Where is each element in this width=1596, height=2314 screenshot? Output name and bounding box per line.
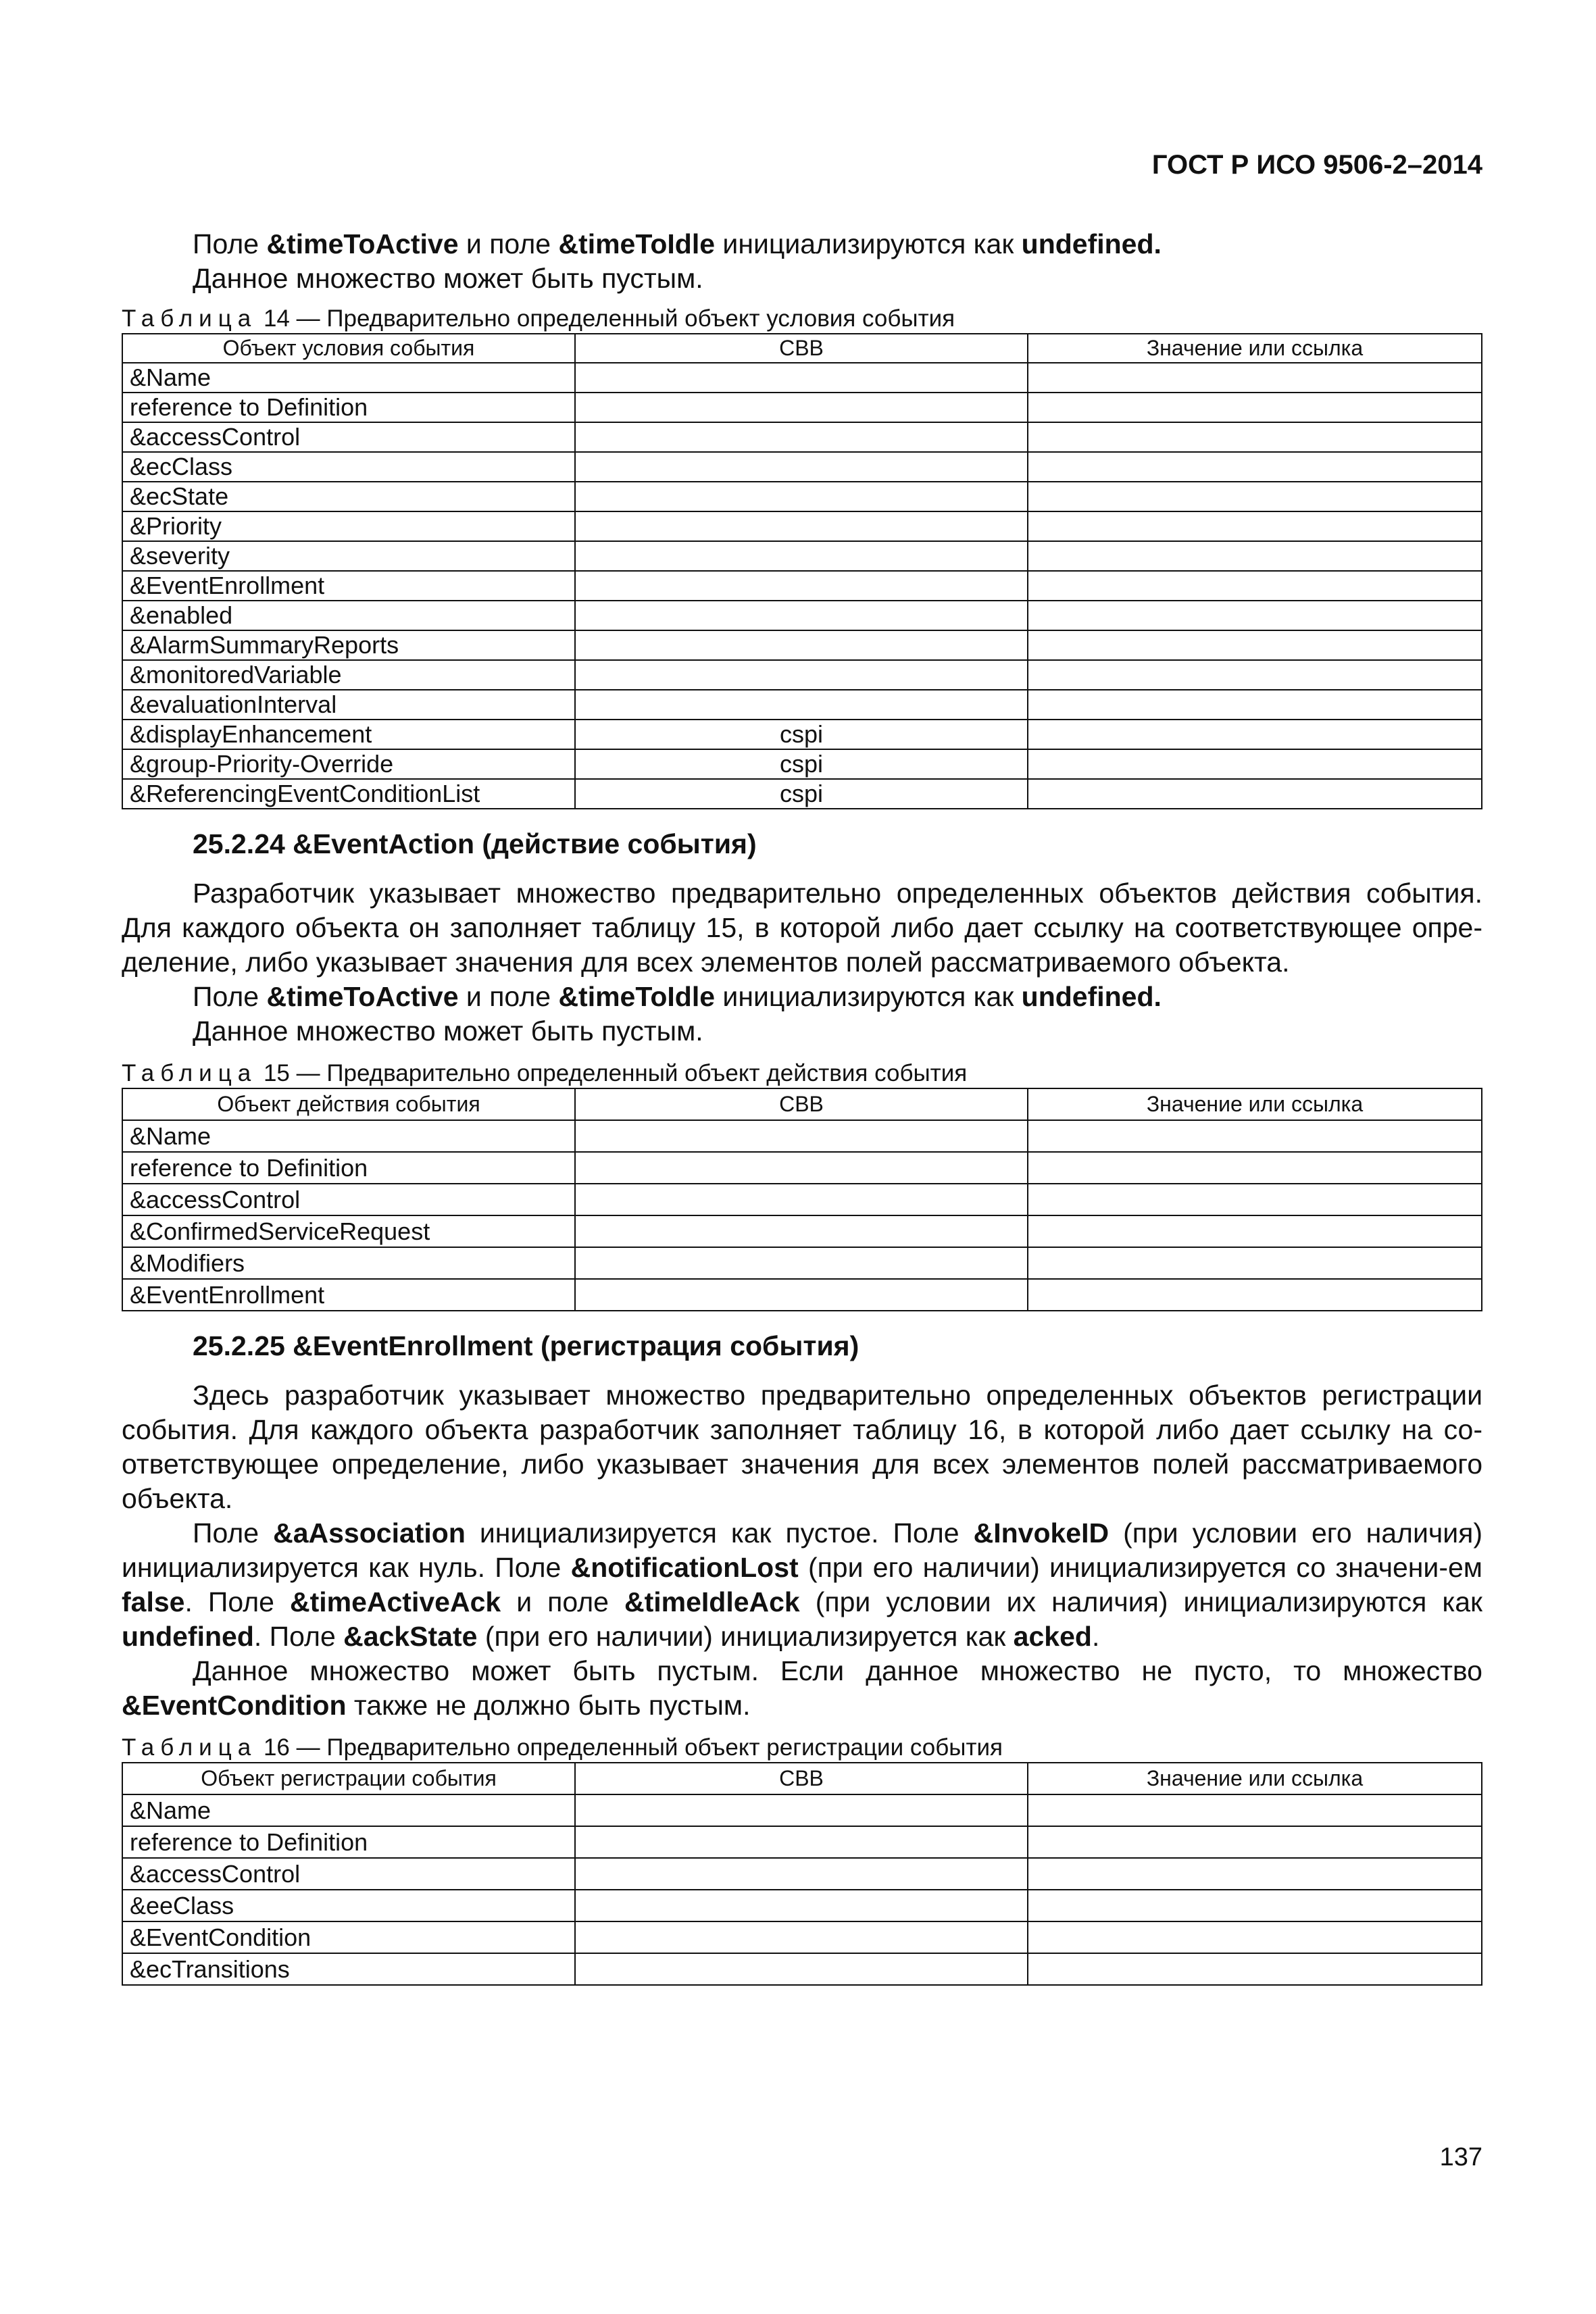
table-cell	[575, 541, 1028, 571]
table-cell	[1028, 1794, 1482, 1826]
bold-term: &EventCondition	[122, 1690, 347, 1721]
table-cell	[575, 601, 1028, 630]
table-header-row	[122, 1763, 1482, 1794]
table-cell	[575, 1890, 1028, 1921]
table-cell: &ecTransitions	[122, 1953, 575, 1985]
table-cell	[575, 1953, 1028, 1985]
bold-term: undefined	[122, 1621, 254, 1652]
table-cell	[575, 1794, 1028, 1826]
table-row	[122, 660, 1482, 690]
column-header: СВВ	[575, 1763, 1028, 1794]
table-cell: &Name	[122, 1794, 575, 1826]
table-cell	[575, 1184, 1028, 1215]
table-row	[122, 1215, 1482, 1247]
table-cell: &evaluationInterval	[122, 690, 575, 720]
table-cell	[575, 630, 1028, 660]
section-25-paragraph-3: Данное множество может быть пустым. Если данное множество не пусто, то множество &EventCondition также не должно быть пустым.	[122, 1655, 1482, 1721]
table-row	[122, 511, 1482, 541]
column-header: СВВ	[575, 1088, 1028, 1120]
table-cell	[1028, 1826, 1482, 1858]
table-cell: &EventEnrollment	[122, 1279, 575, 1311]
caption-text: 15 — Предварительно определенный объект действия события	[257, 1060, 968, 1086]
table-cell	[575, 511, 1028, 541]
table-cell	[1028, 1120, 1482, 1152]
table-cell	[575, 690, 1028, 720]
table-cell: &group-Priority-Override	[122, 749, 575, 779]
table-cell	[1028, 422, 1482, 452]
bold-term: &timeToIdle	[558, 228, 716, 259]
table-row	[122, 363, 1482, 393]
table-cell	[1028, 452, 1482, 482]
table-row	[122, 601, 1482, 630]
table-cell	[575, 1279, 1028, 1311]
table-cell: &ReferencingEventConditionList	[122, 779, 575, 809]
table-cell	[1028, 690, 1482, 720]
bold-term: &ackState	[343, 1621, 478, 1652]
table-cell	[1028, 749, 1482, 779]
table-cell	[1028, 1215, 1482, 1247]
table-row	[122, 1794, 1482, 1826]
table-cell: &EventCondition	[122, 1921, 575, 1953]
table-cell: &enabled	[122, 601, 575, 630]
table-row	[122, 1279, 1482, 1311]
bold-term: &InvokeID	[973, 1517, 1109, 1549]
table-cell: &accessControl	[122, 1184, 575, 1215]
table-cell	[1028, 1858, 1482, 1890]
bold-term: &notificationLost	[570, 1552, 799, 1583]
caption-word: Таблица	[122, 1060, 257, 1086]
table-row	[122, 690, 1482, 720]
bold-term: &aAssociation	[273, 1517, 466, 1549]
table-cell	[1028, 1184, 1482, 1215]
table-cell	[575, 660, 1028, 690]
table-cell	[1028, 482, 1482, 511]
bold-term: &timeIdleAck	[624, 1586, 800, 1617]
table-cell: cspi	[575, 720, 1028, 749]
bold-term: false	[122, 1586, 185, 1617]
table-cell: &displayEnhancement	[122, 720, 575, 749]
intro-paragraph-1: Поле &timeToActive и поле &timeToIdle инициализируются как undefined.	[193, 228, 1162, 259]
table-cell	[1028, 779, 1482, 809]
table-cell: reference to Definition	[122, 393, 575, 422]
table-cell	[1028, 571, 1482, 601]
table-cell	[575, 1858, 1028, 1890]
caption-word: Таблица	[122, 1734, 257, 1761]
bold-term: &timeActiveAck	[289, 1586, 501, 1617]
table14-caption	[122, 305, 1482, 333]
table-cell	[575, 1215, 1028, 1247]
table-15	[122, 1088, 1482, 1311]
table-cell	[575, 452, 1028, 482]
section-25-paragraph-2: Поле &aAssociation инициализируется как пустое. Поле &InvokeID (при условии его наличия) инициализируется как нуль. Поле &notificationLost (при его наличии) инициализируется со значени-ем false. Поле &timeActiveAck и поле &timeIdleAck (при условии их наличия) инициализируются как undefined. Поле &ackState (при его наличии) инициализируется как acked.	[122, 1517, 1482, 1652]
caption-text: 14 — Предварительно определенный объект условия события	[257, 305, 955, 332]
table-cell: cspi	[575, 779, 1028, 809]
table-cell: &ConfirmedServiceRequest	[122, 1215, 575, 1247]
table-cell: &Name	[122, 363, 575, 393]
table-cell: &eeClass	[122, 1890, 575, 1921]
column-header: Значение или ссылка	[1028, 1763, 1482, 1794]
column-header: СВВ	[575, 334, 1028, 363]
table-cell	[575, 1120, 1028, 1152]
table-cell	[1028, 601, 1482, 630]
table-cell	[1028, 1247, 1482, 1279]
table-cell	[1028, 630, 1482, 660]
table-cell	[1028, 720, 1482, 749]
table-cell: cspi	[575, 749, 1028, 779]
table-cell	[575, 1152, 1028, 1184]
caption-text: 16 — Предварительно определенный объект регистрации события	[257, 1734, 1003, 1761]
document-header: ГОСТ Р ИСО 9506-2–2014	[1151, 150, 1482, 180]
table-row	[122, 1921, 1482, 1953]
table-cell: &ecState	[122, 482, 575, 511]
column-header: Значение или ссылка	[1028, 334, 1482, 363]
table-row	[122, 1152, 1482, 1184]
table-row	[122, 720, 1482, 749]
caption-word: Таблица	[122, 305, 257, 332]
table-cell: &monitoredVariable	[122, 660, 575, 690]
table-row	[122, 630, 1482, 660]
table-row	[122, 1953, 1482, 1985]
table-cell	[1028, 541, 1482, 571]
table-cell: &Name	[122, 1120, 575, 1152]
bold-term: undefined.	[1021, 228, 1162, 259]
table-cell: reference to Definition	[122, 1152, 575, 1184]
table-row	[122, 779, 1482, 809]
table-cell	[575, 1826, 1028, 1858]
table-cell: &EventEnrollment	[122, 571, 575, 601]
section-25-paragraph-1: Здесь разработчик указывает множество предварительно определенных объектов регистрации события. Для каждого объекта разработчик заполняет таблицу 16, в которой либо дает ссылку на со-ответствующее определение, либо указывает значения для всех элементов полей рассматриваемого объекта.	[122, 1380, 1482, 1514]
table-row	[122, 1247, 1482, 1279]
table-row	[122, 1826, 1482, 1858]
column-header: Значение или ссылка	[1028, 1088, 1482, 1120]
table-row	[122, 749, 1482, 779]
table-cell	[575, 1247, 1028, 1279]
table-cell: &severity	[122, 541, 575, 571]
page-content	[122, 227, 1482, 1986]
column-header: Объект регистрации события	[122, 1763, 575, 1794]
table-cell	[1028, 1279, 1482, 1311]
bold-term: &timeToActive	[266, 981, 459, 1012]
page-number: 137	[1439, 2143, 1482, 2171]
table-row	[122, 1120, 1482, 1152]
table-cell	[1028, 1921, 1482, 1953]
table-cell	[575, 422, 1028, 452]
table-cell	[1028, 1152, 1482, 1184]
section-heading-25-2-25: 25.2.25 &EventEnrollment (регистрация события)	[193, 1330, 859, 1361]
column-header: Объект действия события	[122, 1088, 575, 1120]
section-24-paragraph-1: Разработчик указывает множество предварительно определенных объектов действия события. Для каждого объекта он заполняет таблицу 15, в которой либо дает ссылку на соответствующее опре-деление, либо указывает значения для всех элементов полей рассматриваемого объекта.	[122, 878, 1482, 978]
table-cell: &AlarmSummaryReports	[122, 630, 575, 660]
table-cell: &ecClass	[122, 452, 575, 482]
section-24-paragraph-2: Поле &timeToActive и поле &timeToIdle инициализируются как undefined.	[193, 981, 1162, 1012]
table-row	[122, 571, 1482, 601]
table-cell	[1028, 511, 1482, 541]
table-cell	[575, 363, 1028, 393]
table-row	[122, 541, 1482, 571]
table-cell	[1028, 1953, 1482, 1985]
table-row	[122, 1184, 1482, 1215]
section-24-paragraph-3: Данное множество может быть пустым.	[193, 1015, 703, 1047]
bold-term: &timeToActive	[266, 228, 459, 259]
intro-paragraph-2: Данное множество может быть пустым.	[193, 263, 703, 294]
table-row	[122, 393, 1482, 422]
table-cell	[1028, 660, 1482, 690]
section-heading-25-2-24: 25.2.24 &EventAction (действие события)	[193, 828, 757, 859]
table-row	[122, 482, 1482, 511]
bold-term: acked	[1013, 1621, 1092, 1652]
table-cell	[1028, 1890, 1482, 1921]
table-cell: &accessControl	[122, 1858, 575, 1890]
table-cell: &Modifiers	[122, 1247, 575, 1279]
table-cell	[575, 393, 1028, 422]
table-cell	[575, 1921, 1028, 1953]
table-row	[122, 1858, 1482, 1890]
table-cell	[1028, 363, 1482, 393]
table15-caption	[122, 1059, 1482, 1088]
table-cell: &accessControl	[122, 422, 575, 452]
table-cell	[575, 571, 1028, 601]
table-cell	[575, 482, 1028, 511]
table-header-row	[122, 1088, 1482, 1120]
table-cell: &Priority	[122, 511, 575, 541]
table-row	[122, 1890, 1482, 1921]
table-row	[122, 452, 1482, 482]
bold-term: undefined.	[1021, 981, 1162, 1012]
table-header-row	[122, 334, 1482, 363]
table-14	[122, 333, 1482, 809]
table-row	[122, 422, 1482, 452]
column-header: Объект условия события	[122, 334, 575, 363]
table-cell	[1028, 393, 1482, 422]
table-cell: reference to Definition	[122, 1826, 575, 1858]
table-16	[122, 1762, 1482, 1986]
table16-caption	[122, 1734, 1482, 1762]
bold-term: &timeToIdle	[558, 981, 716, 1012]
